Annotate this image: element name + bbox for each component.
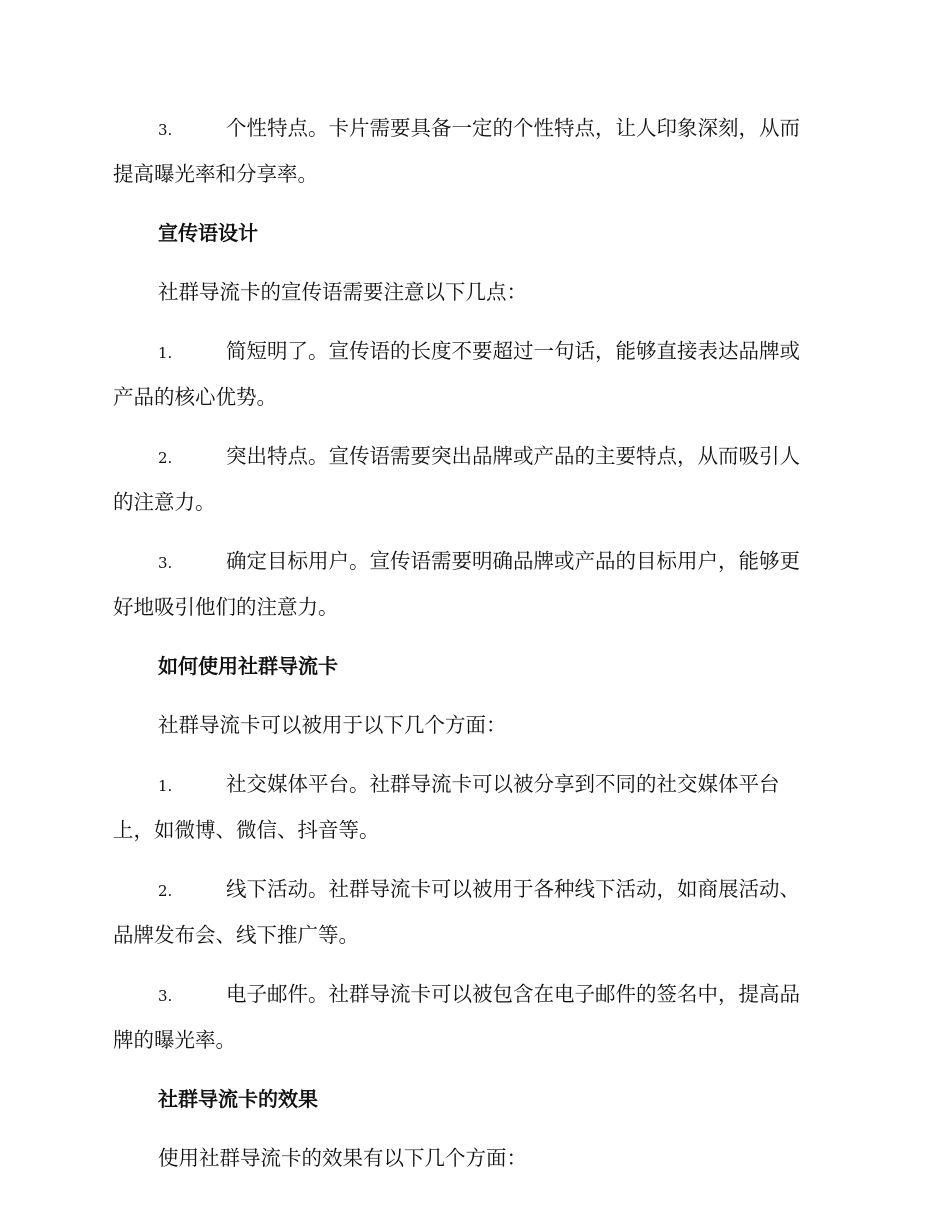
list-item-text: 确定目标用户。宣传语需要明确品牌或产品的目标用户，能够更 — [226, 549, 800, 573]
list-item — [113, 867, 835, 957]
section-heading: 如何使用社群导流卡 — [158, 654, 338, 678]
section-intro: 社群导流卡的宣传语需要注意以下几点： — [158, 280, 527, 304]
list-item — [113, 434, 835, 524]
list-item-number: 3. — [158, 121, 173, 139]
document-content — [113, 106, 835, 1195]
list-item-line-2: 好地吸引他们的注意力。 — [113, 595, 339, 619]
list-item-line-1 — [113, 867, 835, 913]
list-item-text: 突出特点。宣传语需要突出品牌或产品的主要特点，从而吸引人 — [226, 444, 800, 468]
list-item-line-1 — [113, 539, 835, 585]
list-item-number: 1. — [158, 777, 173, 795]
list-item-line-1 — [113, 329, 835, 375]
list-item-line-1 — [113, 762, 835, 808]
list-item-line-1 — [113, 106, 835, 152]
list-item-line-2: 上，如微博、微信、抖音等。 — [113, 818, 380, 842]
list-item-line-2: 牌的曝光率。 — [113, 1028, 236, 1052]
section-heading: 社群导流卡的效果 — [158, 1087, 318, 1111]
list-item-line-1 — [113, 972, 835, 1018]
list-item-line-2: 提高曝光率和分享率。 — [113, 162, 318, 186]
section-intro: 社群导流卡可以被用于以下几个方面： — [158, 713, 507, 737]
list-item-line-2: 产品的核心优势。 — [113, 385, 277, 409]
list-item-text: 个性特点。卡片需要具备一定的个性特点，让人印象深刻，从而 — [226, 116, 800, 140]
list-item-number: 3. — [158, 987, 173, 1005]
list-item — [113, 972, 835, 1062]
list-item-text: 社交媒体平台。社群导流卡可以被分享到不同的社交媒体平台 — [226, 772, 780, 796]
list-item-line-2: 的注意力。 — [113, 490, 216, 514]
list-item-number: 1. — [158, 344, 173, 362]
list-item — [113, 106, 835, 196]
section-heading: 宣传语设计 — [158, 221, 258, 245]
list-item-number: 2. — [158, 882, 173, 900]
list-item-number: 3. — [158, 554, 173, 572]
list-item — [113, 329, 835, 419]
list-item-line-2: 品牌发布会、线下推广等。 — [113, 923, 359, 947]
list-item-line-1 — [113, 434, 835, 480]
list-item-text: 简短明了。宣传语的长度不要超过一句话，能够直接表达品牌或 — [226, 339, 800, 363]
list-item-text: 线下活动。社群导流卡可以被用于各种线下活动，如商展活动、 — [226, 877, 800, 901]
list-item — [113, 762, 835, 852]
list-item-text: 电子邮件。社群导流卡可以被包含在电子邮件的签名中，提高品 — [226, 982, 800, 1006]
list-item-number: 2. — [158, 449, 173, 467]
section-intro: 使用社群导流卡的效果有以下几个方面： — [158, 1146, 527, 1170]
list-item — [113, 539, 835, 629]
